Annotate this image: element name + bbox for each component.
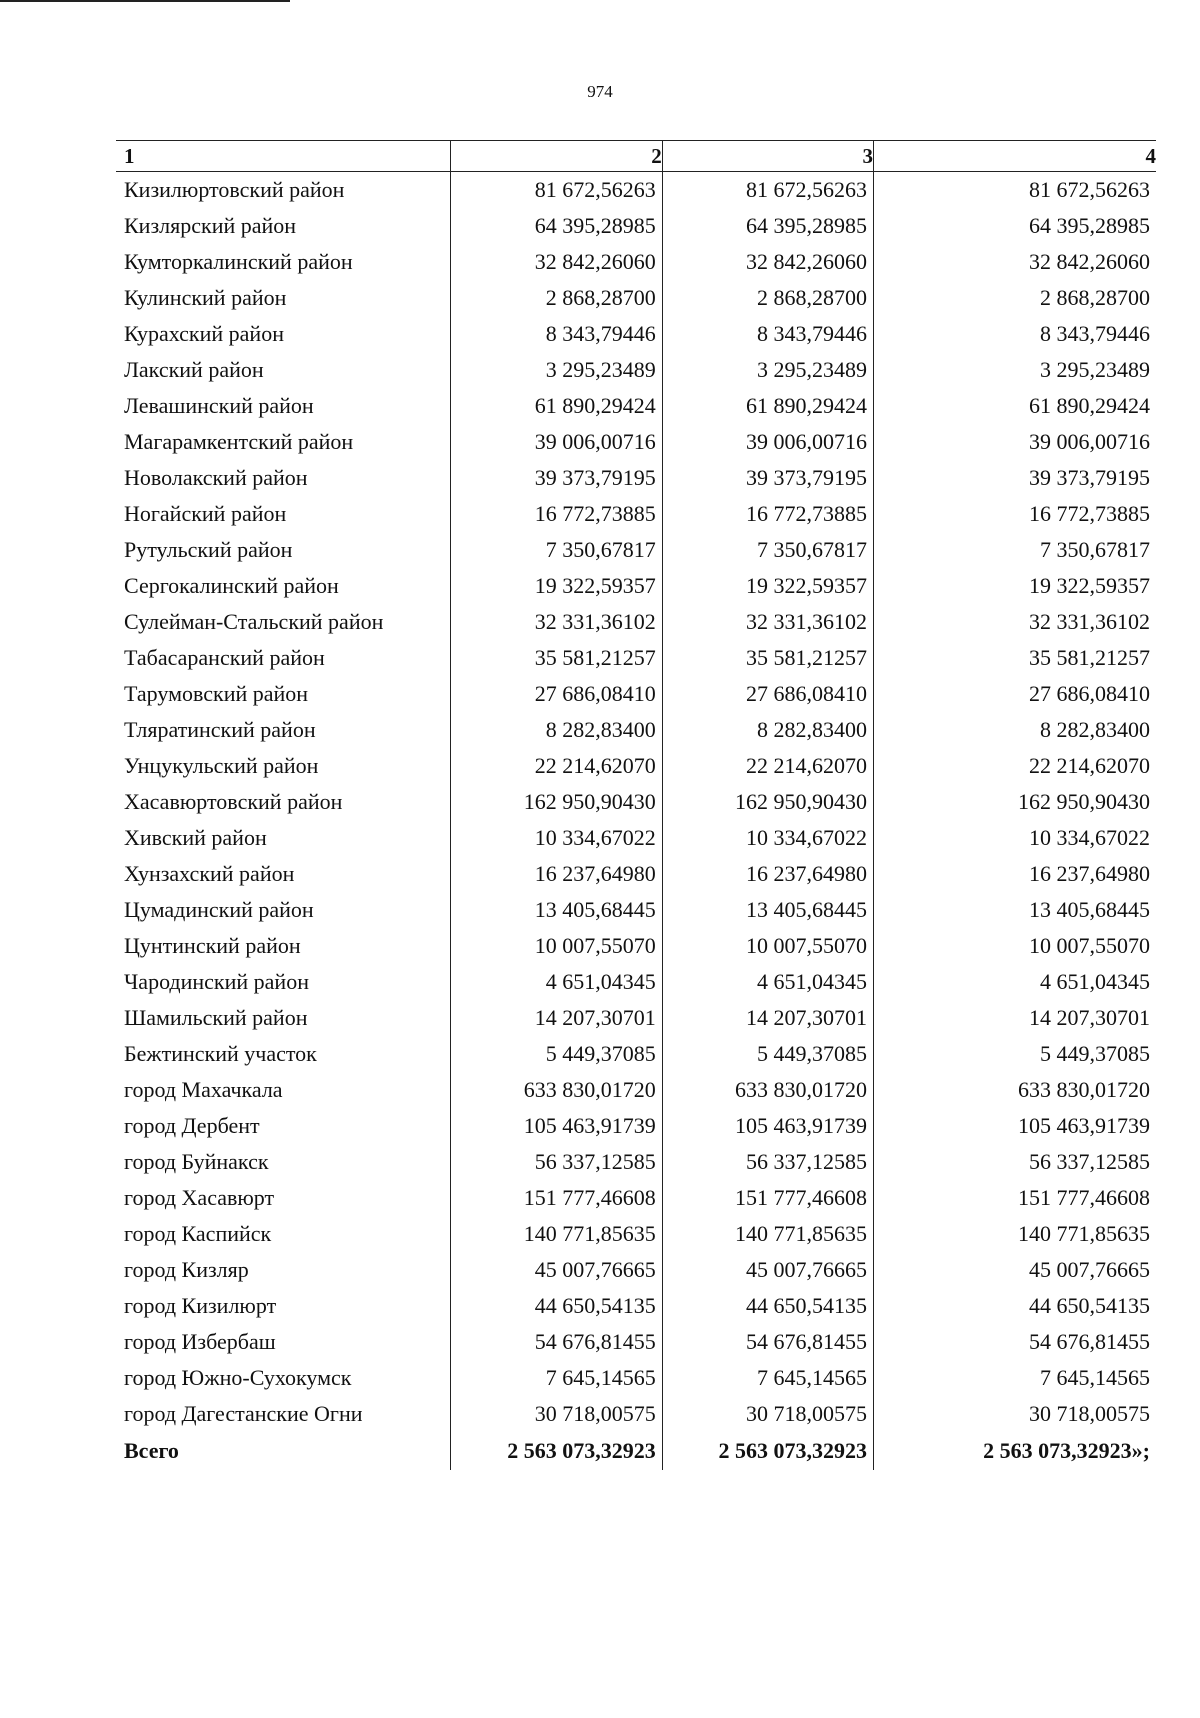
row-col-4-cell: 32 842,26060 [1029, 249, 1150, 274]
table-row [116, 460, 1156, 496]
row-col-4-cell: 39 006,00716 [1029, 429, 1150, 454]
row-col-3-cell: 30 718,00575 [662, 1396, 873, 1432]
table-body [116, 172, 1156, 1471]
header-row [116, 141, 1156, 172]
row-col-3-cell: 44 650,54135 [662, 1288, 873, 1324]
row-name-cell: Цумадинский район [116, 892, 451, 928]
row-col-2-cell: 10 334,67022 [451, 820, 662, 856]
row-col-4-cell: 7 350,67817 [1040, 537, 1150, 562]
row-col-4-cell: 13 405,68445 [1029, 897, 1150, 922]
row-col-3-cell: 8 282,83400 [662, 712, 873, 748]
row-col-4-cell: 2 868,28700 [1040, 285, 1150, 310]
row-name-cell: город Южно-Сухокумск [116, 1360, 451, 1396]
row-name-cell: Кизилюртовский район [116, 172, 451, 209]
row-col-3-cell: 7 645,14565 [662, 1360, 873, 1396]
table-row [116, 964, 1156, 1000]
row-col-4-cell: 8 282,83400 [1040, 717, 1150, 742]
row-col-4-cell: 64 395,28985 [1029, 213, 1150, 238]
row-name-cell: город Махачкала [116, 1072, 451, 1108]
row-col-3-cell: 45 007,76665 [662, 1252, 873, 1288]
table-row [116, 172, 1156, 209]
row-name-cell: Лакский район [116, 352, 451, 388]
header-col-1: 1 [116, 141, 451, 172]
row-name-cell: Хасавюртовский район [116, 784, 451, 820]
row-col-2-cell: 13 405,68445 [451, 892, 662, 928]
row-col-4-cell: 16 237,64980 [1029, 861, 1150, 886]
row-col-3-cell: 140 771,85635 [662, 1216, 873, 1252]
row-name-cell: Магарамкентский район [116, 424, 451, 460]
row-col-3-cell: 22 214,62070 [662, 748, 873, 784]
row-col-3-cell: 16 237,64980 [662, 856, 873, 892]
row-col-4-cell: 81 672,56263 [1029, 177, 1150, 202]
row-col-4-cell: 22 214,62070 [1029, 753, 1150, 778]
row-col-3-cell: 32 842,26060 [662, 244, 873, 280]
row-col-4-cell: 14 207,30701 [1029, 1005, 1150, 1030]
table-row [116, 352, 1156, 388]
table-row [116, 1108, 1156, 1144]
row-col-3-cell: 61 890,29424 [662, 388, 873, 424]
row-col-4-cell: 162 950,90430 [1018, 789, 1150, 814]
row-col-4-cell: 32 331,36102 [1029, 609, 1150, 634]
row-name-cell: Кизлярский район [116, 208, 451, 244]
row-name-cell: Ногайский район [116, 496, 451, 532]
row-col-2-cell: 22 214,62070 [451, 748, 662, 784]
row-col-2-cell: 14 207,30701 [451, 1000, 662, 1036]
row-col-2-cell: 7 645,14565 [451, 1360, 662, 1396]
row-col-3-cell: 32 331,36102 [662, 604, 873, 640]
row-col-2-cell: 2 868,28700 [451, 280, 662, 316]
table-row [116, 676, 1156, 712]
row-col-2-cell: 32 842,26060 [451, 244, 662, 280]
table-row [116, 820, 1156, 856]
table-row [116, 856, 1156, 892]
row-col-4-cell: 56 337,12585 [1029, 1149, 1150, 1174]
table-row [116, 604, 1156, 640]
row-col-4-cell: 7 645,14565 [1040, 1365, 1150, 1390]
row-col-3-cell: 13 405,68445 [662, 892, 873, 928]
row-name-cell: Цунтинский район [116, 928, 451, 964]
row-col-2-cell: 4 651,04345 [451, 964, 662, 1000]
table-row [116, 1072, 1156, 1108]
row-col-2-cell: 39 373,79195 [451, 460, 662, 496]
row-col-2-cell: 81 672,56263 [451, 172, 662, 209]
row-col-3-cell: 151 777,46608 [662, 1180, 873, 1216]
row-name-cell: город Каспийск [116, 1216, 451, 1252]
table-row [116, 388, 1156, 424]
table-row [116, 784, 1156, 820]
row-col-3-cell: 16 772,73885 [662, 496, 873, 532]
row-name-cell: город Избербаш [116, 1324, 451, 1360]
row-col-3-cell: 56 337,12585 [662, 1144, 873, 1180]
row-name-cell: Кумторкалинский район [116, 244, 451, 280]
row-name-cell: Рутульский район [116, 532, 451, 568]
header-col-3: 3 [662, 141, 873, 172]
row-name-cell: Унцукульский район [116, 748, 451, 784]
row-col-2-cell: 32 331,36102 [451, 604, 662, 640]
row-col-3-cell: 64 395,28985 [662, 208, 873, 244]
row-col-3-cell: 10 007,55070 [662, 928, 873, 964]
total-label: Всего [116, 1432, 451, 1470]
row-col-2-cell: 7 350,67817 [451, 532, 662, 568]
row-col-3-cell: 35 581,21257 [662, 640, 873, 676]
top-rule [0, 0, 290, 2]
table-row [116, 1000, 1156, 1036]
table-row [116, 568, 1156, 604]
row-name-cell: Сергокалинский район [116, 568, 451, 604]
row-col-3-cell: 10 334,67022 [662, 820, 873, 856]
row-col-3-cell: 5 449,37085 [662, 1036, 873, 1072]
row-col-3-cell: 81 672,56263 [662, 172, 873, 209]
row-col-4-cell: 39 373,79195 [1029, 465, 1150, 490]
row-col-4-cell: 633 830,01720 [1018, 1077, 1150, 1102]
table-row [116, 1360, 1156, 1396]
row-col-3-cell: 19 322,59357 [662, 568, 873, 604]
row-name-cell: Курахский район [116, 316, 451, 352]
row-col-2-cell: 105 463,91739 [451, 1108, 662, 1144]
table-row [116, 892, 1156, 928]
row-name-cell: город Кизилюрт [116, 1288, 451, 1324]
table-row [116, 316, 1156, 352]
table-row [116, 1180, 1156, 1216]
row-name-cell: город Буйнакск [116, 1144, 451, 1180]
total-row [116, 1432, 1156, 1470]
row-name-cell: Сулейман-Стальский район [116, 604, 451, 640]
row-col-2-cell: 10 007,55070 [451, 928, 662, 964]
table-row [116, 424, 1156, 460]
row-col-4-cell: 10 334,67022 [1029, 825, 1150, 850]
row-col-3-cell: 162 950,90430 [662, 784, 873, 820]
table-row [116, 496, 1156, 532]
row-col-3-cell: 39 373,79195 [662, 460, 873, 496]
data-table [116, 140, 1156, 1470]
table-row [116, 208, 1156, 244]
row-name-cell: Табасаранский район [116, 640, 451, 676]
row-name-cell: Кулинский район [116, 280, 451, 316]
row-col-2-cell: 8 282,83400 [451, 712, 662, 748]
row-col-2-cell: 3 295,23489 [451, 352, 662, 388]
row-col-2-cell: 151 777,46608 [451, 1180, 662, 1216]
table-row [116, 712, 1156, 748]
row-col-2-cell: 54 676,81455 [451, 1324, 662, 1360]
row-col-2-cell: 8 343,79446 [451, 316, 662, 352]
row-name-cell: город Кизляр [116, 1252, 451, 1288]
row-col-2-cell: 5 449,37085 [451, 1036, 662, 1072]
total-col-2: 2 563 073,32923 [451, 1432, 662, 1470]
row-col-2-cell: 61 890,29424 [451, 388, 662, 424]
row-col-3-cell: 39 006,00716 [662, 424, 873, 460]
row-col-2-cell: 162 950,90430 [451, 784, 662, 820]
header-col-2: 2 [451, 141, 662, 172]
row-col-3-cell: 3 295,23489 [662, 352, 873, 388]
row-col-2-cell: 39 006,00716 [451, 424, 662, 460]
row-col-4-cell: 54 676,81455 [1029, 1329, 1150, 1354]
row-col-3-cell: 8 343,79446 [662, 316, 873, 352]
row-name-cell: Левашинский район [116, 388, 451, 424]
row-name-cell: город Хасавюрт [116, 1180, 451, 1216]
table-row [116, 928, 1156, 964]
row-col-3-cell: 105 463,91739 [662, 1108, 873, 1144]
table-header [116, 141, 1156, 172]
table-row [116, 1252, 1156, 1288]
row-col-2-cell: 19 322,59357 [451, 568, 662, 604]
row-col-3-cell: 54 676,81455 [662, 1324, 873, 1360]
table-row [116, 748, 1156, 784]
table-row [116, 640, 1156, 676]
table-row [116, 1324, 1156, 1360]
row-col-4-cell: 105 463,91739 [1018, 1113, 1150, 1138]
table-row [116, 532, 1156, 568]
row-col-4-cell: 61 890,29424 [1029, 393, 1150, 418]
row-col-3-cell: 633 830,01720 [662, 1072, 873, 1108]
table-row [116, 1288, 1156, 1324]
row-col-2-cell: 45 007,76665 [451, 1252, 662, 1288]
total-col-4: 2 563 073,32923»; [983, 1438, 1150, 1463]
table-row [116, 1216, 1156, 1252]
row-col-3-cell: 4 651,04345 [662, 964, 873, 1000]
row-col-2-cell: 64 395,28985 [451, 208, 662, 244]
total-col-3: 2 563 073,32923 [662, 1432, 873, 1470]
row-col-4-cell: 45 007,76665 [1029, 1257, 1150, 1282]
row-name-cell: Шамильский район [116, 1000, 451, 1036]
row-col-4-cell: 140 771,85635 [1018, 1221, 1150, 1246]
row-col-2-cell: 16 772,73885 [451, 496, 662, 532]
row-col-4-cell: 35 581,21257 [1029, 645, 1150, 670]
row-col-4-cell: 3 295,23489 [1040, 357, 1150, 382]
table-row [116, 280, 1156, 316]
row-col-4-cell: 27 686,08410 [1029, 681, 1150, 706]
table-row [116, 244, 1156, 280]
table-row [116, 1396, 1156, 1432]
row-col-2-cell: 27 686,08410 [451, 676, 662, 712]
table-row [116, 1144, 1156, 1180]
row-col-3-cell: 2 868,28700 [662, 280, 873, 316]
header-col-4: 4 [874, 141, 1156, 172]
row-name-cell: Хивский район [116, 820, 451, 856]
row-col-4-cell: 151 777,46608 [1018, 1185, 1150, 1210]
row-col-4-cell: 8 343,79446 [1040, 321, 1150, 346]
row-col-3-cell: 27 686,08410 [662, 676, 873, 712]
row-col-4-cell: 5 449,37085 [1040, 1041, 1150, 1066]
table-row [116, 1036, 1156, 1072]
row-name-cell: город Дагестанские Огни [116, 1396, 451, 1432]
row-col-2-cell: 44 650,54135 [451, 1288, 662, 1324]
row-col-4-cell: 4 651,04345 [1040, 969, 1150, 994]
row-name-cell: Тарумовский район [116, 676, 451, 712]
row-col-3-cell: 14 207,30701 [662, 1000, 873, 1036]
row-name-cell: Бежтинский участок [116, 1036, 451, 1072]
row-col-4-cell: 10 007,55070 [1029, 933, 1150, 958]
row-col-2-cell: 30 718,00575 [451, 1396, 662, 1432]
row-name-cell: Чародинский район [116, 964, 451, 1000]
row-name-cell: Тляратинский район [116, 712, 451, 748]
page-number: 974 [587, 82, 613, 101]
row-col-2-cell: 633 830,01720 [451, 1072, 662, 1108]
row-col-2-cell: 140 771,85635 [451, 1216, 662, 1252]
row-col-2-cell: 16 237,64980 [451, 856, 662, 892]
row-name-cell: Хунзахский район [116, 856, 451, 892]
row-col-2-cell: 35 581,21257 [451, 640, 662, 676]
row-col-4-cell: 19 322,59357 [1029, 573, 1150, 598]
row-col-4-cell: 30 718,00575 [1029, 1401, 1150, 1426]
row-col-2-cell: 56 337,12585 [451, 1144, 662, 1180]
row-name-cell: Новолакский район [116, 460, 451, 496]
row-col-4-cell: 44 650,54135 [1029, 1293, 1150, 1318]
row-name-cell: город Дербент [116, 1108, 451, 1144]
row-col-4-cell: 16 772,73885 [1029, 501, 1150, 526]
row-col-3-cell: 7 350,67817 [662, 532, 873, 568]
